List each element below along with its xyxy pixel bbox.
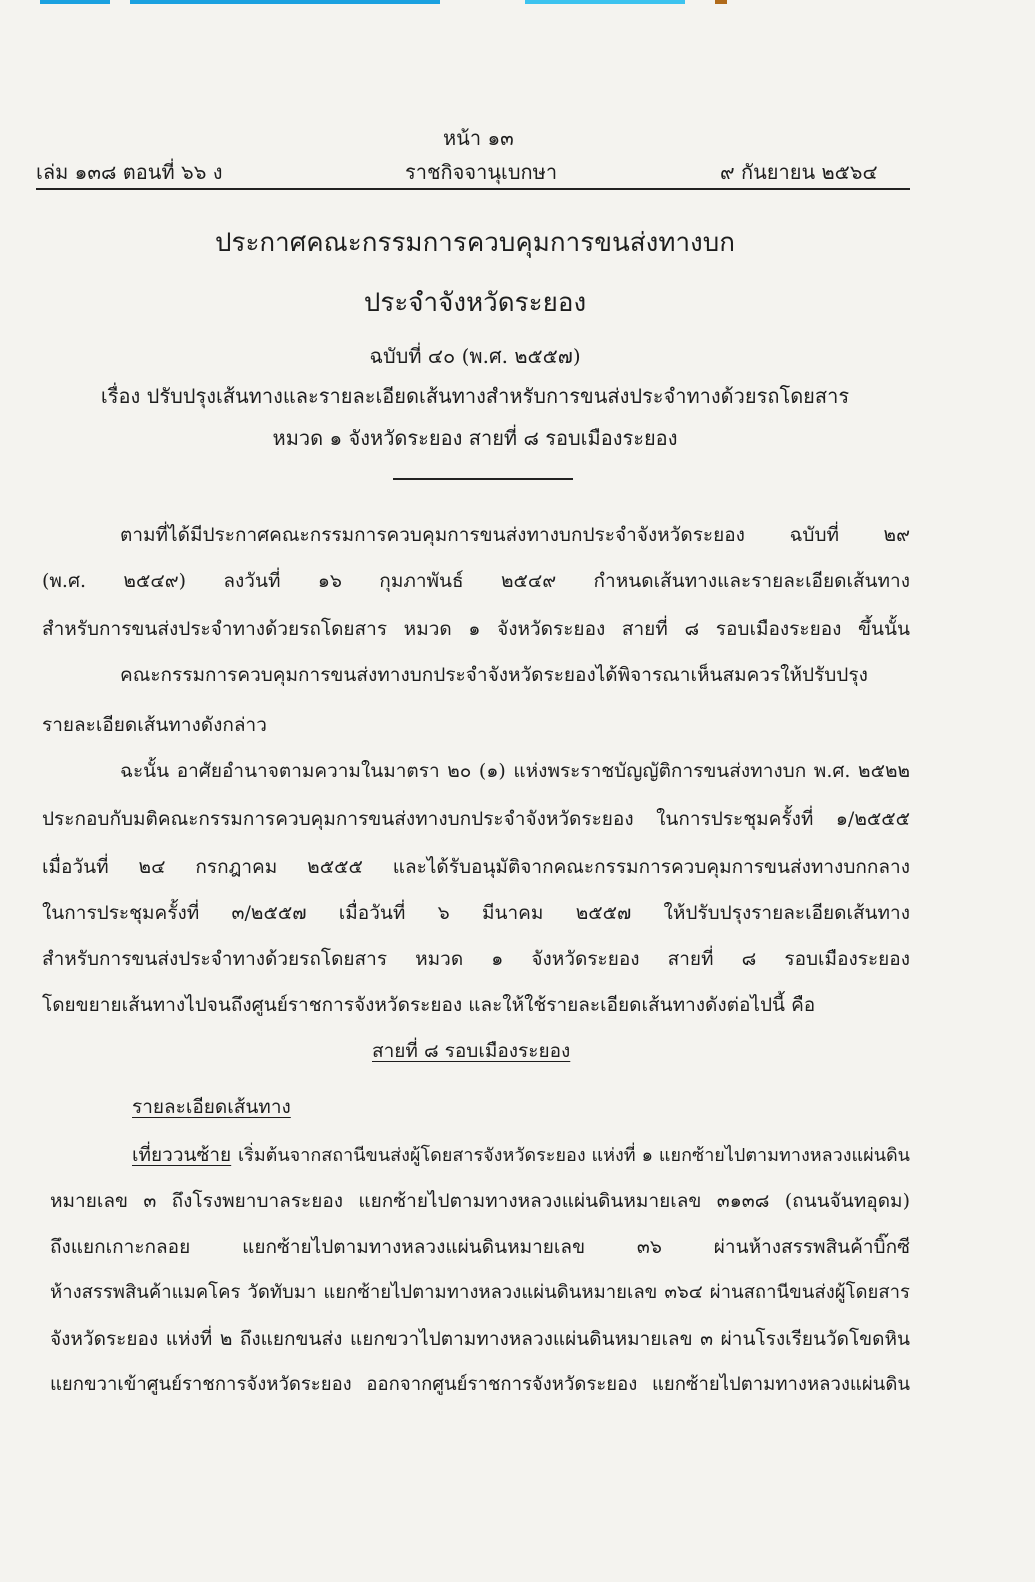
route-heading: สายที่ ๘ รอบเมืองระยอง bbox=[372, 1040, 571, 1062]
route-line: ถึงแยกเกาะกลอย แยกซ้ายไปตามทางหลวงแผ่นดินหมายเลข ๓๖ ผ่านห้างสรรพสินค้าบิ๊กซี bbox=[50, 1236, 910, 1258]
body-line: ในการประชุมครั้งที่ ๓/๒๕๕๗ เมื่อวันที่ ๖ มีนาคม ๒๕๕๗ ให้ปรับปรุงรายละเอียดเส้นทาง bbox=[42, 902, 910, 924]
route-detail-heading: รายละเอียดเส้นทาง bbox=[132, 1096, 291, 1118]
header-rule bbox=[36, 188, 910, 190]
body-line: ฉะนั้น อาศัยอำนาจตามความในมาตรา ๒๐ (๑) แห่งพระราชบัญญัติการขนส่งทางบก พ.ศ. ๒๕๒๒ bbox=[120, 760, 910, 782]
body-line: สำหรับการขนส่งประจำทางด้วยรถโดยสาร หมวด ๑ จังหวัดระยอง สายที่ ๘ รอบเมืองระยอง ขึ้นนั้น bbox=[42, 618, 910, 640]
route-line: จังหวัดระยอง แห่งที่ ๒ ถึงแยกขนส่ง แยกขวาไปตามทางหลวงแผ่นดินหมายเลข ๓ ผ่านโรงเรียนวัดโขดหิน bbox=[50, 1328, 910, 1350]
body-line: เมื่อวันที่ ๒๔ กรกฎาคม ๒๕๕๕ และได้รับอนุมัติจากคณะกรรมการควบคุมการขนส่งทางบกกลาง bbox=[42, 856, 910, 878]
route-line: แยกขวาเข้าศูนย์ราชการจังหวัดระยอง ออกจากศูนย์ราชการจังหวัดระยอง แยกซ้ายไปตามทางหลวงแผ่นดิน bbox=[50, 1374, 910, 1395]
announcement-subject: เรื่อง ปรับปรุงเส้นทางและรายละเอียดเส้นทางสำหรับการขนส่งประจำทางด้วยรถโดยสาร bbox=[100, 384, 850, 408]
scan-top-edge bbox=[0, 0, 1035, 8]
route-line: ห้างสรรพสินค้าแมคโคร วัดทับมา แยกซ้ายไปตามทางหลวงแผ่นดินหมายเลข ๓๖๔ ผ่านสถานีขนส่งผู้โดยสาร bbox=[50, 1282, 910, 1303]
body-line: ตามที่ได้มีประกาศคณะกรรมการควบคุมการขนส่งทางบกประจำจังหวัดระยอง ฉบับที่ ๒๙ bbox=[120, 524, 910, 546]
body-line: (พ.ศ. ๒๕๔๙) ลงวันที่ ๑๖ กุมภาพันธ์ ๒๕๔๙ กำหนดเส้นทางและรายละเอียดเส้นทาง bbox=[42, 570, 910, 592]
gazette-volume: เล่ม ๑๓๘ ตอนที่ ๖๖ ง bbox=[36, 160, 223, 184]
gazette-date: ๙ กันยายน ๒๕๖๔ bbox=[720, 160, 878, 184]
announcement-title-province: ประจำจังหวัดระยอง bbox=[363, 288, 587, 318]
announcement-title: ประกาศคณะกรรมการควบคุมการขนส่งทางบก bbox=[215, 228, 735, 258]
announcement-issue: ฉบับที่ ๔๐ (พ.ศ. ๒๕๕๗) bbox=[369, 344, 581, 368]
announcement-subject-route: หมวด ๑ จังหวัดระยอง สายที่ ๘ รอบเมืองระยอง bbox=[272, 426, 678, 450]
gazette-name: ราชกิจจานุเบกษา bbox=[405, 160, 558, 184]
body-line: ประกอบกับมติคณะกรรมการควบคุมการขนส่งทางบกประจำจังหวัดระยอง ในการประชุมครั้งที่ ๑/๒๕๕๕ bbox=[42, 808, 910, 830]
body-line: โดยขยายเส้นทางไปจนถึงศูนย์ราชการจังหวัดระยอง และให้ใช้รายละเอียดเส้นทางดังต่อไปนี้ คือ bbox=[42, 994, 816, 1016]
body-line: คณะกรรมการควบคุมการขนส่งทางบกประจำจังหวัดระยองได้พิจารณาเห็นสมควรให้ปรับปรุง bbox=[120, 664, 868, 686]
title-separator bbox=[393, 478, 573, 480]
trip-label: เที่ยววนซ้าย bbox=[132, 1144, 232, 1166]
route-line: หมายเลข ๓ ถึงโรงพยาบาลระยอง แยกซ้ายไปตามทางหลวงแผ่นดินหมายเลข ๓๑๓๘ (ถนนจันทอุดม) bbox=[50, 1190, 910, 1212]
page-number: หน้า ๑๓ bbox=[443, 126, 514, 150]
route-line: เริ่มต้นจากสถานีขนส่งผู้โดยสารจังหวัดระยอง แห่งที่ ๑ แยกซ้ายไปตามทางหลวงแผ่นดิน bbox=[238, 1145, 910, 1166]
body-line: รายละเอียดเส้นทางดังกล่าว bbox=[42, 714, 267, 736]
body-line: สำหรับการขนส่งประจำทางด้วยรถโดยสาร หมวด ๑ จังหวัดระยอง สายที่ ๘ รอบเมืองระยอง bbox=[42, 948, 910, 970]
